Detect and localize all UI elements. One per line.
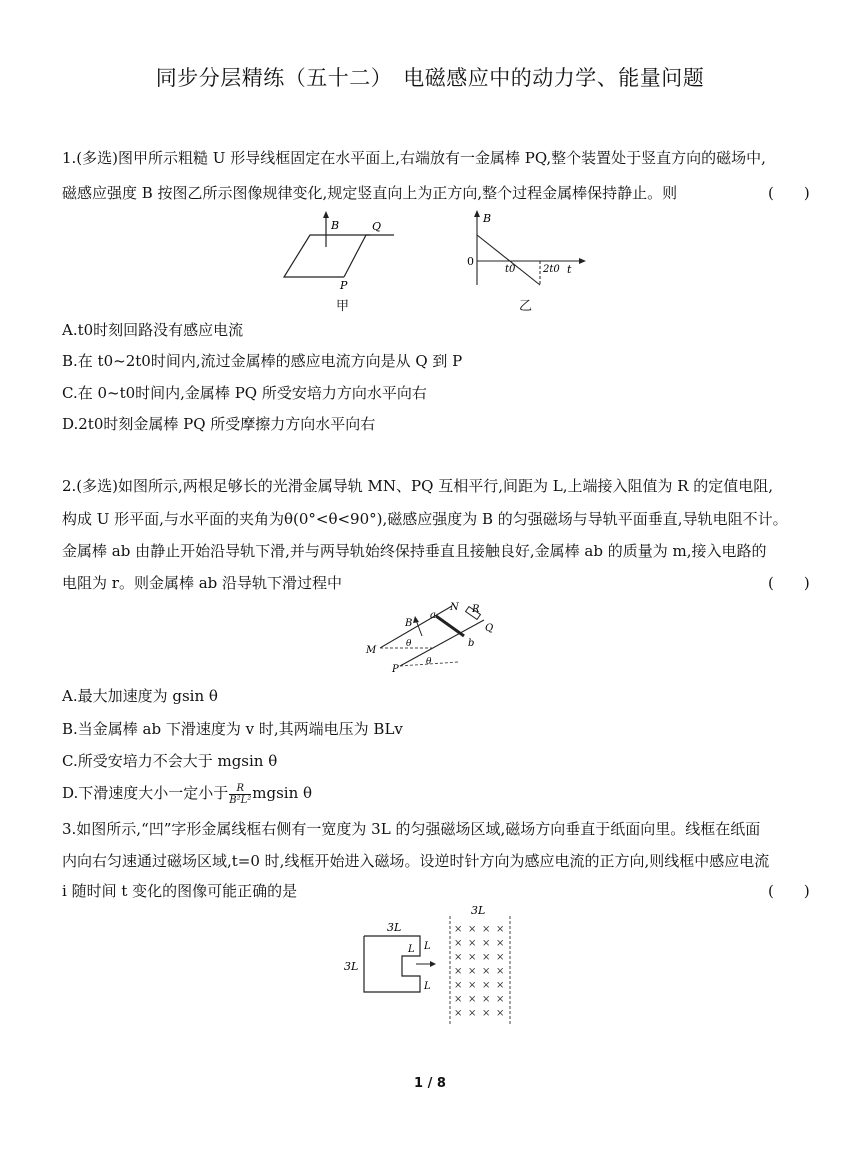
label-p: P <box>392 664 399 675</box>
fraction <box>229 783 251 806</box>
q1-answer-paren: ( ) <box>768 184 810 202</box>
q1-stem-line1: 1.(多选)图甲所示粗糙 U 形导线框固定在水平面上,右端放有一金属棒 PQ,整个装置处于竖直方向的磁场中, <box>62 149 766 167</box>
label-q: Q <box>372 220 382 233</box>
q1-option-b: B.在 t0~2t0时间内,流过金属棒的感应电流方向是从 Q 到 P <box>62 352 463 370</box>
q2-option-d-prefix: D.下滑速度大小一定小于 <box>62 784 229 802</box>
axis-label-t: t <box>567 263 572 276</box>
q2-option-b: B.当金属棒 ab 下滑速度为 v 时,其两端电压为 BLv <box>62 720 403 738</box>
q2-stem-line1: 2.(多选)如图所示,两根足够长的光滑金属导轨 MN、PQ 互相平行,间距为 L,上端接入阻值为 R 的定值电阻, <box>62 477 774 495</box>
field-cross-mark: × <box>468 966 477 977</box>
q2-option-a: A.最大加速度为 gsin θ <box>62 687 218 705</box>
field-cross-mark: × <box>454 980 463 991</box>
u-frame <box>284 235 370 277</box>
field-cross-mark: × <box>496 924 505 935</box>
q2-stem-line3: 金属棒 ab 由静止开始沿导轨下滑,并与两导轨始终保持垂直且接触良好,金属棒 ab 的质量为 m,接入电路的 <box>62 542 767 560</box>
page-number: 1 / 8 <box>414 1076 446 1091</box>
origin-label: 0 <box>467 255 474 268</box>
field-crosses <box>454 924 504 1019</box>
label-r: R <box>472 604 480 615</box>
label-p: P <box>340 279 348 292</box>
q3-stem-line1: 3.如图所示,“凹”字形金属线框右侧有一宽度为 3L 的匀强磁场区域,磁场方向垂直于纸面向里。线框在纸面 <box>62 820 761 838</box>
rail-mn <box>380 606 452 648</box>
caption-yi: 乙 <box>519 299 533 314</box>
q1-figure-yi <box>467 210 586 285</box>
rod-ab <box>436 616 464 636</box>
field-cross-mark: × <box>468 924 477 935</box>
label-b: B <box>331 219 340 232</box>
t-axis-arrow <box>579 258 586 264</box>
field-cross-mark: × <box>482 966 491 977</box>
label-field-width: 3L <box>471 904 486 917</box>
label-left-3l: 3L <box>344 960 359 973</box>
q3-answer-paren: ( ) <box>768 882 810 900</box>
caption-jia: 甲 <box>336 299 350 314</box>
field-cross-mark: × <box>496 966 505 977</box>
q1-figure-jia <box>284 211 394 292</box>
label-a: a <box>430 610 436 621</box>
q2-answer-paren: ( ) <box>768 574 810 592</box>
b-t-curve <box>477 235 540 285</box>
field-cross-mark: × <box>482 980 491 991</box>
angle-theta-2: θ <box>426 657 432 667</box>
q1-figure <box>270 205 600 315</box>
q3-figure <box>340 902 530 1032</box>
label-m: M <box>366 645 377 656</box>
page-title: 同步分层精练（五十二） 电磁感应中的动力学、能量问题 <box>155 66 705 90</box>
field-cross-mark: × <box>454 994 463 1005</box>
q3-stem-line3: i 随时间 t 变化的图像可能正确的是 <box>62 882 298 900</box>
field-cross-mark: × <box>468 980 477 991</box>
q2-figure <box>360 598 510 676</box>
field-cross-mark: × <box>482 1008 491 1019</box>
label-q: Q <box>485 623 494 634</box>
q2-option-c: C.所受安培力不会大于 mgsin θ <box>62 752 278 770</box>
field-cross-mark: × <box>482 994 491 1005</box>
field-cross-mark: × <box>496 980 505 991</box>
b-axis-arrow <box>474 210 480 217</box>
q2-option-d-suffix: mgsin θ <box>252 784 313 802</box>
field-cross-mark: × <box>496 1008 505 1019</box>
motion-arrow-head <box>430 961 436 967</box>
label-n: N <box>450 602 459 613</box>
tick-2t0: 2t0 <box>543 264 560 275</box>
field-cross-mark: × <box>454 1008 463 1019</box>
tick-t0: t0 <box>505 264 516 275</box>
field-cross-mark: × <box>468 994 477 1005</box>
b-arrow-head <box>413 616 419 623</box>
field-cross-mark: × <box>482 924 491 935</box>
label-l-notch: L <box>408 944 415 955</box>
label-l-top: L <box>424 941 431 952</box>
field-cross-mark: × <box>468 1008 477 1019</box>
label-b: B <box>405 618 413 629</box>
axis-label-b: B <box>483 212 492 225</box>
q1-option-a: A.t0时刻回路没有感应电流 <box>62 321 244 339</box>
field-cross-mark: × <box>496 994 505 1005</box>
fraction-numerator: R <box>229 783 251 795</box>
q2-stem-line4: 电阻为 r。则金属棒 ab 沿导轨下滑过程中 <box>62 574 343 592</box>
q2-stem-line2: 构成 U 形平面,与水平面的夹角为θ(0°<θ<90°),磁感应强度为 B 的匀强磁场与导轨平面垂直,导轨电阻不计。 <box>62 510 788 528</box>
b-arrow <box>416 620 422 636</box>
field-cross-mark: × <box>454 924 463 935</box>
q3-stem-line2: 内向右匀速通过磁场区域,t=0 时,线框开始进入磁场。设逆时针方向为感应电流的正方向,则线框中感应电流 <box>62 852 770 870</box>
q1-option-c: C.在 0~t0时间内,金属棒 PQ 所受安培力方向水平向右 <box>62 384 427 402</box>
q1-option-d: D.2t0时刻金属棒 PQ 所受摩擦力方向水平向右 <box>62 415 376 433</box>
field-cross-mark: × <box>482 938 491 949</box>
metal-rod-pq <box>344 235 366 277</box>
fraction-denominator: B²L² <box>229 794 252 806</box>
label-b-end: b <box>468 638 475 649</box>
b-arrow-head <box>323 211 329 218</box>
q2-option-d <box>62 782 312 806</box>
label-l-bottom: L <box>424 981 431 992</box>
field-cross-mark: × <box>482 952 491 963</box>
q1-stem-line2: 磁感应强度 B 按图乙所示图像规律变化,规定竖直向上为正方向,整个过程金属棒保持静止。则 <box>62 184 678 202</box>
field-cross-mark: × <box>454 938 463 949</box>
field-cross-mark: × <box>454 952 463 963</box>
field-cross-mark: × <box>496 952 505 963</box>
label-top-3l: 3L <box>387 921 402 934</box>
field-cross-mark: × <box>468 952 477 963</box>
field-cross-mark: × <box>496 938 505 949</box>
angle-theta-1: θ <box>406 639 412 649</box>
field-cross-mark: × <box>454 966 463 977</box>
field-cross-mark: × <box>468 938 477 949</box>
